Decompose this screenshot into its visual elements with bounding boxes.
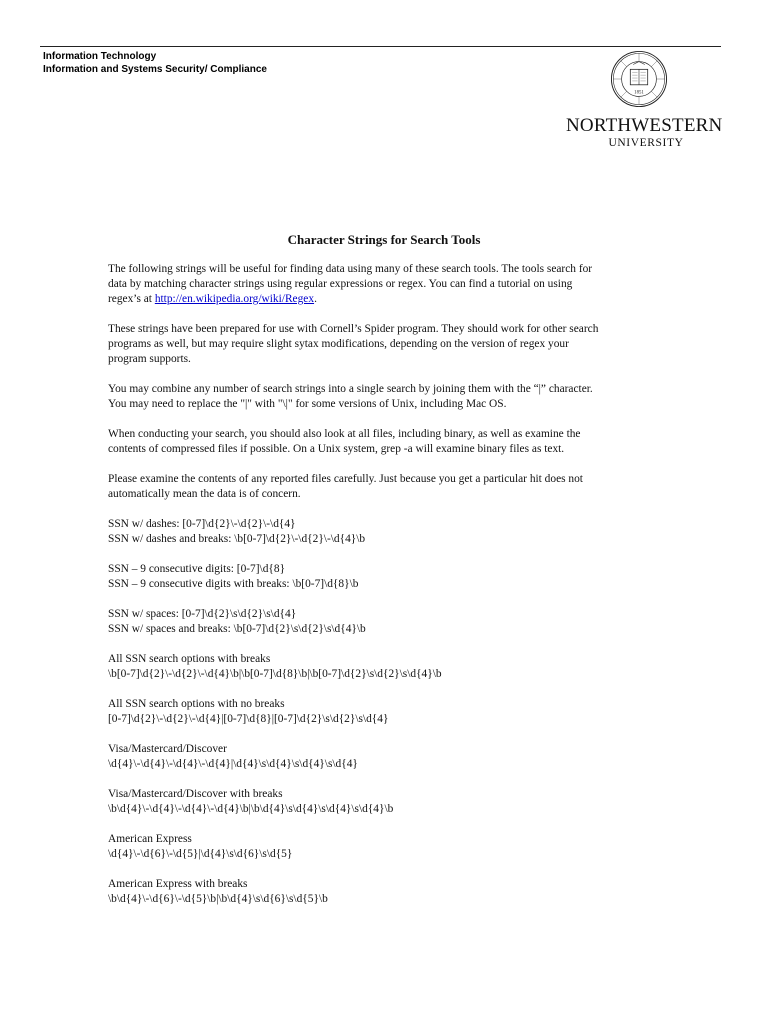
university-name: NORTHWESTERN [566,115,723,136]
visa-breaks-block: Visa/Mastercard/Discover with breaks \b\d{4}\-\d{4}\-\d{4}\-\d{4}\b|\b\d{4}\s\d{4}\s\d{4}\s\d{4}\b [108,788,394,815]
document-body [108,262,653,922]
page-title: Character Strings for Search Tools [287,232,481,247]
conducting-paragraph: When conducting your search, you should also look at all files, including binary, as well as examine the contents of compressed files if possible. On a Unix system, grep -a will examine binary files as text. [108,428,581,455]
intro-paragraph: The following strings will be useful for finding data using many of these search tools. The tools search for data by matching character strings using regular expressions or regex. You can find a tutorial on using regex’s at http://en.wikipedia.org/wiki/Regex. [108,263,593,305]
university-wordmark [566,115,723,150]
amex-block: American Express \d{4}\-\d{6}\-\d{5}|\d{4}\s\d{6}\s\d{5} [108,833,293,860]
subdepartment-name: Information and Systems Security/ Compliance [43,64,267,75]
department-name: Information Technology [43,51,157,62]
combine-paragraph: You may combine any number of search strings into a single search by joining them with the “|” character. You may need to replace the "|" with "\|" for some versions of Unix, including Mac OS. [108,383,593,410]
svg-text:1851: 1851 [634,90,644,96]
ssn-dashes-block: SSN w/ dashes: [0-7]\d{2}\-\d{2}\-\d{4} SSN w/ dashes and breaks: \b[0-7]\d{2}\-\d{2}\-\d{4}\b [108,518,366,545]
ssn-digits-block: SSN – 9 consecutive digits: [0-7]\d{8} SSN – 9 consecutive digits with breaks: \b[0-7]\d{8}\b [108,563,359,590]
all-ssn-nobreaks-block: All SSN search options with no breaks [0-7]\d{2}\-\d{2}\-\d{4}|[0-7]\d{8}|[0-7]\d{2}\s\d{2}\s\d{4} [108,698,389,725]
ssn-spaces-block: SSN w/ spaces: [0-7]\d{2}\s\d{2}\s\d{4} SSN w/ spaces and breaks: \b[0-7]\d{2}\s\d{2}\s\d{4}\b [108,608,366,635]
visa-block: Visa/Mastercard/Discover \d{4}\-\d{4}\-\d{4}\-\d{4}|\d{4}\s\d{4}\s\d{4}\s\d{4} [108,743,358,770]
examine-paragraph: Please examine the contents of any reported files carefully. Just because you get a particular hit does not automatically mean the data is of concern. [108,473,583,500]
amex-breaks-block: American Express with breaks \b\d{4}\-\d{6}\-\d{5}\b|\b\d{4}\s\d{6}\s\d{5}\b [108,878,328,905]
department-header [43,50,267,76]
university-subtitle: UNIVERSITY [608,137,684,149]
all-ssn-breaks-block: All SSN search options with breaks \b[0-7]\d{2}\-\d{2}\-\d{4}\b|\b[0-7]\d{8}\b|\b[0-7]\d{2}\s\d{2}\s\d{4}\b [108,653,442,680]
university-seal-logo [610,50,668,108]
regex-tutorial-link[interactable]: http://en.wikipedia.org/wiki/Regex [154,293,315,305]
spider-paragraph: These strings have been prepared for use with Cornell’s Spider program. They should work for other search programs as well, but may require slight sytax modifications, depending on the version of regex your program supports. [108,323,599,365]
header-rule [40,46,721,47]
